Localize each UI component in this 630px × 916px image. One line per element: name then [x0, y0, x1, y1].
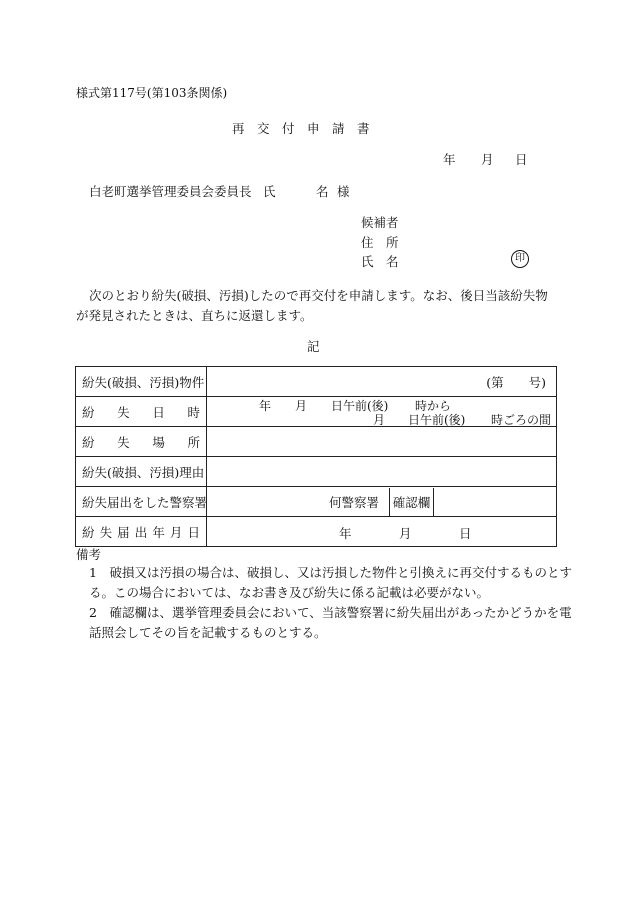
body-text: 次のとおり紛失(破損、汚損)したので再交付を申請します。なお、後日当該紛失物が発見されたときは、直ちに返還します。: [76, 288, 548, 323]
lost-datetime-field[interactable]: 年 月 日午前(後) 時から 月 日午前(後) 時ごろの間: [207, 397, 557, 427]
police-station-name[interactable]: 何警察署: [328, 494, 379, 510]
label-lost-datetime: 紛 失 日 時: [76, 397, 207, 427]
lost-place-field[interactable]: [207, 427, 557, 457]
label-police-station: 紛失届出をした警察署: [76, 487, 207, 517]
police-station-field: [207, 487, 557, 517]
ki-heading: 記: [307, 339, 320, 354]
note-item-2: 2 確認欄は、選挙管理委員会において、当該警察署に紛失届出があったかどうかを電話照会してその旨を記載するものとする。: [89, 605, 572, 640]
notes-title: 備考: [76, 547, 102, 562]
table-row: [76, 397, 557, 427]
page-title: 再 交 付 申 請 書: [232, 121, 370, 136]
note-item-1: 1 破損又は汚損の場合は、破損し、又は汚損した物件と引換えに再交付するものとする。この場合においては、なお書き及び紛失に係る記載は必要がない。: [89, 565, 572, 600]
table-row: [76, 367, 557, 397]
table-row: [76, 487, 557, 517]
applicant-candidate: 候補者: [361, 215, 399, 230]
seal-stamp: 印: [511, 250, 529, 268]
date-month: 月: [481, 152, 494, 167]
label-lost-item: 紛失(破損、汚損)物件: [76, 367, 207, 397]
addressee-mei: 名: [316, 184, 329, 199]
report-date-field[interactable]: 年 月 日: [207, 517, 557, 547]
applicant-address: 住 所: [361, 235, 399, 250]
table-row: [76, 517, 557, 547]
table-row: [76, 427, 557, 457]
lost-reason-field[interactable]: [207, 457, 557, 487]
label-lost-place: 紛 失 場 所: [76, 427, 207, 457]
date-year: 年: [443, 152, 456, 167]
confirm-label: 確認欄: [389, 488, 433, 516]
confirm-field[interactable]: [433, 488, 550, 516]
label-lost-reason: 紛失(破損、汚損)理由: [76, 457, 207, 487]
addressee-sama: 様: [337, 184, 350, 199]
date-day: 日: [515, 152, 528, 167]
addressee-org: 白老町選挙管理委員会委員長: [89, 184, 252, 199]
applicant-name: 氏 名: [361, 254, 399, 269]
lost-item-number[interactable]: (第 号): [207, 367, 557, 397]
label-report-date: 紛 失 届 出 年 月 日: [76, 517, 207, 547]
addressee-shi: 氏: [263, 184, 276, 199]
table-row: [76, 457, 557, 487]
form-number: 様式第117号(第103条関係): [76, 86, 228, 100]
application-table: [75, 366, 557, 547]
